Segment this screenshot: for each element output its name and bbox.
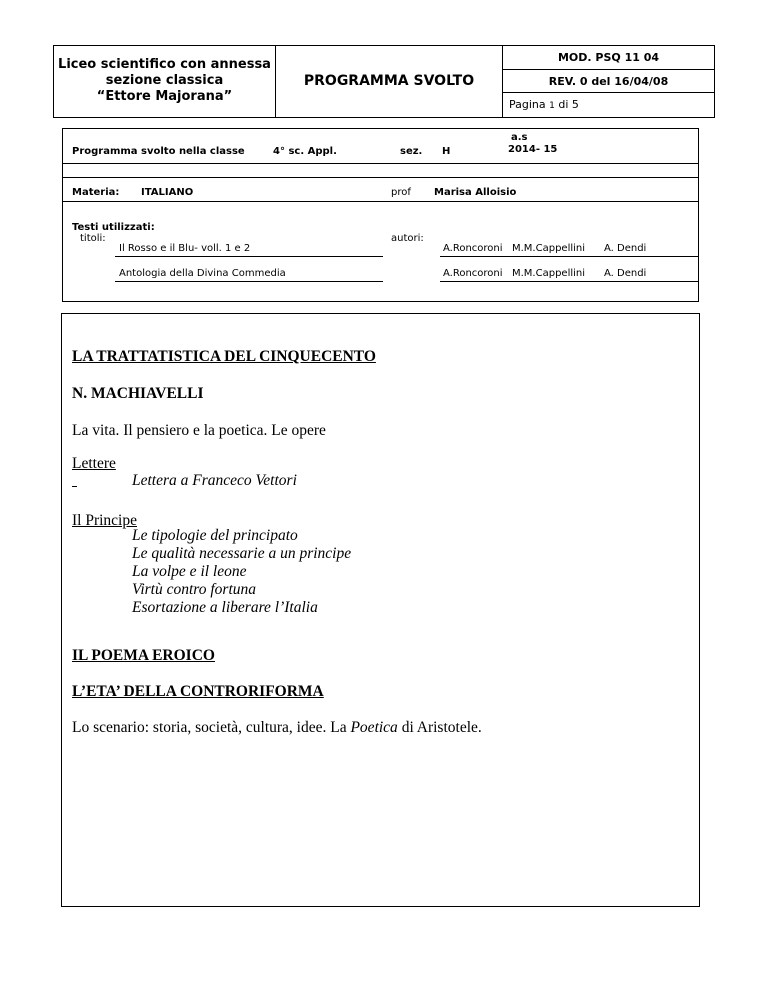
intro-text-a: Lo scenario: storia, società, cultura, idee. La (72, 719, 351, 736)
principe-item: Virtù contro fortuna (132, 581, 256, 598)
autori-label: autori: (391, 233, 424, 244)
school-line-1: Liceo scientifico con annessa (58, 57, 271, 72)
programme-content (61, 313, 700, 907)
section-title-poema-eroico: IL POEMA EROICO (72, 647, 215, 664)
school-line-2: sezione classica (105, 73, 224, 88)
intro-text-poetica: Poetica (350, 719, 398, 736)
class-label: Programma svolto nella classe (72, 146, 245, 157)
class-value: 4° sc. Appl. (273, 146, 337, 157)
page-total: di 5 (558, 98, 579, 111)
principe-item: Esortazione a liberare l’Italia (132, 599, 318, 616)
book-author-3: A. Dendi (604, 243, 647, 254)
book-author-1: A.Roncoroni (443, 268, 503, 279)
school-line-3: “Ettore Majorana” (96, 89, 233, 104)
page-label: Pagina (509, 98, 546, 111)
book-underline (115, 281, 383, 282)
author-underline (440, 281, 698, 282)
author-underline (440, 256, 698, 257)
document-title: PROGRAMMA SVOLTO (276, 46, 503, 117)
info-table (62, 128, 699, 302)
principe-heading: Il Principe (72, 512, 137, 529)
school-name-cell (54, 46, 276, 117)
lettere-item: Lettera a Franceco Vettori (132, 472, 297, 489)
principe-item: Le tipologie del principato (132, 527, 298, 544)
prof-label: prof (391, 187, 411, 198)
author-heading-machiavelli: N. MACHIAVELLI (72, 385, 204, 402)
mod-code: MOD. PSQ 11 04 (503, 46, 714, 70)
book-title: Antologia della Divina Commedia (119, 268, 286, 279)
header-meta (503, 46, 714, 117)
page-number: 1 (549, 101, 555, 111)
page-indicator (503, 93, 714, 117)
prof-value: Marisa Alloisio (434, 187, 517, 198)
row-divider (63, 201, 698, 202)
header-table (53, 45, 715, 118)
book-author-1: A.Roncoroni (443, 243, 503, 254)
testi-label: Testi utilizzati: (72, 222, 155, 233)
book-title: Il Rosso e il Blu- voll. 1 e 2 (119, 243, 251, 254)
controriforma-intro (72, 719, 482, 737)
materia-label: Materia: (72, 187, 120, 198)
titoli-label: titoli: (80, 233, 106, 244)
as-value: 2014- 15 (508, 144, 558, 155)
principe-item: La volpe e il leone (132, 563, 247, 580)
materia-value: ITALIANO (141, 187, 194, 198)
sez-value: H (442, 146, 451, 157)
machiavelli-intro: La vita. Il pensiero e la poetica. Le opere (72, 422, 326, 439)
sez-label: sez. (400, 146, 423, 157)
lettere-bullet-mark (72, 486, 77, 487)
revision: REV. 0 del 16/04/08 (503, 70, 714, 93)
row-divider (63, 177, 698, 178)
book-author-2: M.M.Cappellini (512, 243, 586, 254)
lettere-heading: Lettere (72, 455, 116, 472)
book-underline (115, 256, 383, 257)
row-divider (63, 163, 698, 164)
section-title-controriforma: L’ETA’ DELLA CONTRORIFORMA (72, 683, 324, 700)
book-author-2: M.M.Cappellini (512, 268, 586, 279)
principe-item: Le qualità necessarie a un principe (132, 545, 352, 562)
as-label: a.s (511, 132, 528, 143)
book-author-3: A. Dendi (604, 268, 647, 279)
section-title-trattatistica: LA TRATTATISTICA DEL CINQUECENTO (72, 348, 376, 365)
intro-text-c: di Aristotele. (397, 719, 482, 736)
